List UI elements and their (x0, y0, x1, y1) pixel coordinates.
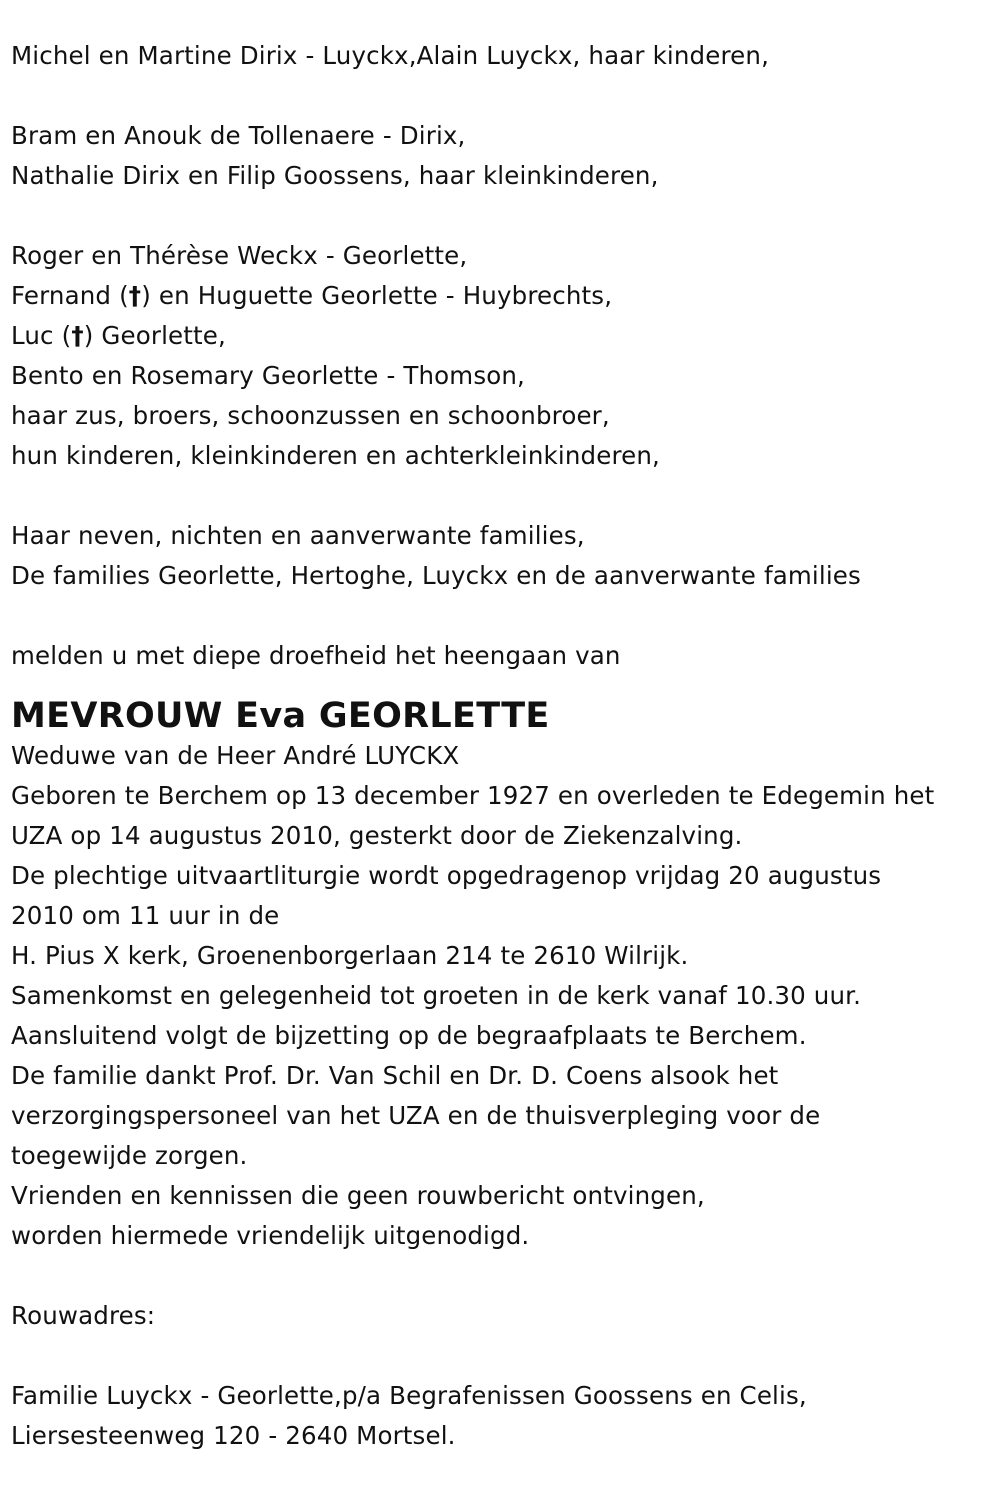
ceremony-line-3: H. Pius X kerk, Groenenborgerlaan 214 te 2610 Wilrijk. (11, 941, 689, 970)
invitation-line-2: worden hiermede vriendelijk uitgenodigd. (11, 1221, 530, 1250)
address-line-1: Familie Luyckx - Georlette,p/a Begrafenissen Goossens en Celis, (11, 1381, 807, 1410)
address-label: Rouwadres: (11, 1301, 156, 1330)
spacer (11, 596, 996, 636)
sibling-fernand-name: Fernand ( (11, 281, 129, 310)
address-line-2: Liersesteenweg 120 - 2640 Mortsel. (11, 1421, 456, 1450)
families-line-2: De families Georlette, Hertoghe, Luyckx en de aanverwante families (11, 561, 861, 590)
spacer (11, 196, 996, 236)
spacer (11, 1336, 996, 1376)
ceremony-line-4: Samenkomst en gelegenheid tot groeten in de kerk vanaf 10.30 uur. (11, 981, 862, 1010)
sibling-luc-rest: ) Georlette, (83, 321, 226, 350)
siblings-summary: haar zus, broers, schoonzussen en schoonbroer, (11, 401, 610, 430)
children-line: Michel en Martine Dirix - Luyckx,Alain Luyckx, haar kinderen, (11, 41, 770, 70)
sibling-luc (11, 316, 996, 356)
thanks-line-1: De familie dankt Prof. Dr. Van Schil en Dr. D. Coens alsook het (11, 1061, 779, 1090)
deceased-name: MEVROUW Eva GEORLETTE (11, 696, 550, 736)
ceremony-line-1: De plechtige uitvaartliturgie wordt opgedragenop vrijdag 20 augustus (11, 861, 882, 890)
ceremony-line-5: Aansluitend volgt de bijzetting op de begraafplaats te Berchem. (11, 1021, 807, 1050)
deceased-death: UZA op 14 augustus 2010, gesterkt door de Ziekenzalving. (11, 821, 743, 850)
deceased-birth: Geboren te Berchem op 13 december 1927 en overleden te Edegemin het (11, 781, 935, 810)
grandchildren-line-2: Nathalie Dirix en Filip Goossens, haar kleinkinderen, (11, 161, 659, 190)
sibling-roger: Roger en Thérèse Weckx - Georlette, (11, 241, 468, 270)
grandchildren-line-1: Bram en Anouk de Tollenaere - Dirix, (11, 121, 466, 150)
spacer (11, 76, 996, 116)
thanks-line-2: verzorgingspersoneel van het UZA en de thuisverpleging voor de (11, 1101, 821, 1130)
sibling-bento: Bento en Rosemary Georlette - Thomson, (11, 361, 525, 390)
sibling-fernand-rest: ) en Huguette Georlette - Huybrechts, (141, 281, 613, 310)
spacer (11, 1256, 996, 1296)
ceremony-line-2: 2010 om 11 uur in de (11, 901, 280, 930)
sibling-luc-name: Luc ( (11, 321, 72, 350)
announcement-line: melden u met diepe droefheid het heengaan van (11, 641, 621, 670)
thanks-line-3: toegewijde zorgen. (11, 1141, 248, 1170)
invitation-line-1: Vrienden en kennissen die geen rouwbericht ontvingen, (11, 1181, 705, 1210)
spacer (11, 476, 996, 516)
families-line-1: Haar neven, nichten en aanverwante families, (11, 521, 585, 550)
sibling-fernand (11, 276, 996, 316)
cross-icon: † (128, 281, 142, 310)
death-notice (11, 36, 996, 1456)
cross-icon: † (71, 321, 84, 350)
siblings-descendants: hun kinderen, kleinkinderen en achterkleinkinderen, (11, 441, 660, 470)
deceased-widow: Weduwe van de Heer André LUYCKX (11, 741, 460, 770)
